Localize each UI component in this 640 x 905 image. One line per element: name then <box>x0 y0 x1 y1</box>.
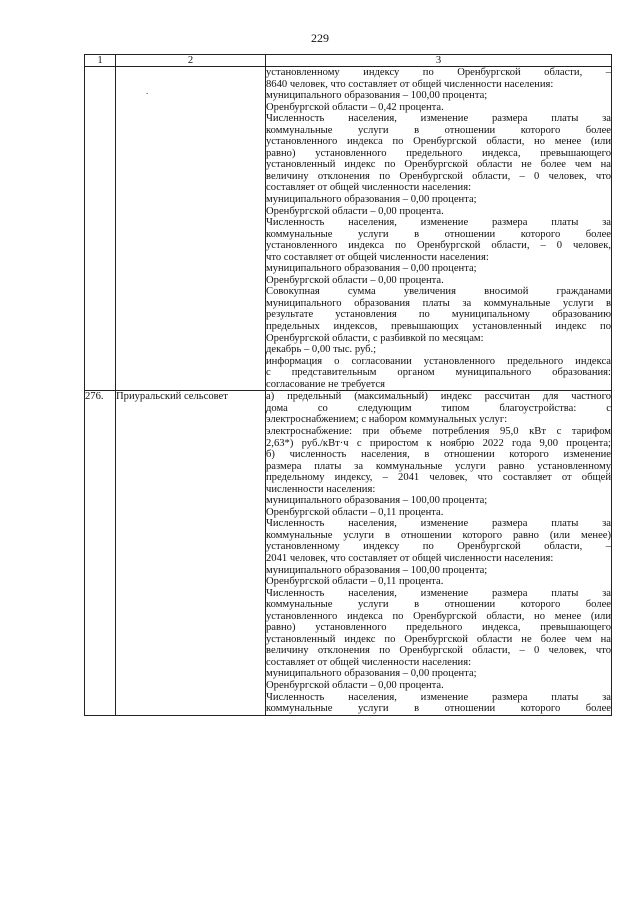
header-cell-1: 1 <box>85 55 116 67</box>
text-line: муниципального образования – 100,00 процента; <box>266 495 488 507</box>
text-line: декабрь – 0,00 тыс. руб.; <box>266 344 377 356</box>
text-line: муниципального образования – 0,00 процента; <box>266 668 477 680</box>
table-row <box>85 67 612 391</box>
text-line: Численность населения, изменение размера платы за <box>266 518 611 530</box>
text-line: Численность населения, изменение размера платы за <box>266 217 611 229</box>
text-line: Численность населения, изменение размера платы за <box>266 691 611 703</box>
text-line: Оренбургской области – 0,00 процента. <box>266 205 444 217</box>
row-number: 276. <box>85 391 116 715</box>
text-line: муниципального образования – 100,00 процента; <box>266 90 488 102</box>
text-line: установленного индекса по Оренбургской области, но менее (или <box>266 136 611 148</box>
text-line: Численность населения, изменение размера платы за <box>266 113 611 125</box>
text-line: численности населения: <box>266 483 376 495</box>
text-line: равно) установленного предельного индекса, превышающего <box>266 147 611 159</box>
stray-mark: . <box>146 86 149 96</box>
text-line: Оренбургской области – 0,11 процента. <box>266 506 444 518</box>
row-description <box>266 391 612 715</box>
text-line: установленному индексу по Оренбургской области, – <box>266 541 611 553</box>
text-line: 2041 человек, что составляет от общей численности населения: <box>266 552 554 564</box>
row-description <box>266 67 612 391</box>
text-line: величину отклонения по Оренбургской области, – 0 человек, что <box>266 645 611 657</box>
municipality-name: Приуральский сельсовет <box>116 391 266 715</box>
text-line: а) предельный (максимальный) индекс рассчитан для частного <box>266 391 611 403</box>
text-line: Оренбургской области – 0,42 процента. <box>266 101 444 113</box>
text-line: установленному индексу по Оренбургской области, – <box>266 67 611 78</box>
text-line: составляет от общей численности населения: <box>266 656 472 668</box>
text-line: 2,63*) руб./кВт·ч с приростом к ноябрю 2022 года 9,00 процента; <box>266 437 611 449</box>
text-line: Оренбургской области – 0,11 процента. <box>266 576 444 588</box>
text-line: дома со следующим типом благоустройства: с <box>266 402 611 414</box>
text-line: Оренбургской области – 0,00 процента. <box>266 679 444 691</box>
text-line: электроснабжением; с набором коммунальных услуг: <box>266 414 508 426</box>
text-line: информация о согласовании установленного предельного индекса <box>266 355 611 367</box>
header-cell-2: 2 <box>116 55 266 67</box>
text-line: Совокупная сумма увеличения вносимой гражданами <box>266 286 611 298</box>
text-line: что составляет от общей численности населения: <box>266 251 489 263</box>
text-line: равно) установленного предельного индекса, превышающего <box>266 622 611 634</box>
row-number <box>85 67 116 391</box>
text-line: коммунальные услуги в отношении которого более <box>266 124 611 136</box>
text-line: муниципального образования – 0,00 процента; <box>266 194 477 206</box>
table-row <box>85 391 612 715</box>
text-line: электроснабжение: при объеме потребления 95,0 кВт с тарифом <box>266 425 611 437</box>
text-line: установленного индекса по Оренбургской области, – 0 человек, <box>266 240 611 252</box>
text-line: Оренбургской области, с разбивкой по месяцам: <box>266 332 484 344</box>
text-line: согласование не требуется <box>266 378 386 390</box>
text-line: 8640 человек, что составляет от общей численности населения: <box>266 78 554 90</box>
text-line: установленный индекс по Оренбургской области не более чем на <box>266 633 611 645</box>
table-header-row <box>85 55 612 67</box>
text-line: б) численность населения, в отношении которого изменение <box>266 449 611 461</box>
text-line: величину отклонения по Оренбургской области, – 0 человек, что <box>266 170 611 182</box>
text-line: составляет от общей численности населения: <box>266 182 472 194</box>
text-line: Оренбургской области – 0,00 процента. <box>266 274 444 286</box>
text-line: установленного индекса по Оренбургской области, но менее (или <box>266 610 611 622</box>
text-line: коммунальные услуги в отношении которого более <box>266 599 611 611</box>
text-line: муниципального образования – 0,00 процента; <box>266 263 477 275</box>
text-line: Численность населения, изменение размера платы за <box>266 587 611 599</box>
text-line: предельному индексу, – 2041 человек, что составляет от общей <box>266 472 611 484</box>
municipality-name <box>116 67 266 391</box>
text-line: коммунальные услуги в отношении которого более <box>266 228 611 240</box>
text-line: предельных индексов, превышающих установленный индекс по <box>266 321 611 333</box>
text-line: коммунальные услуги в отношении которого равно (или менее) <box>266 529 611 541</box>
text-line: с представительным органом муниципального образования: <box>266 367 611 379</box>
header-cell-3: 3 <box>266 55 612 67</box>
indices-table <box>84 54 612 716</box>
text-line: муниципального образования платы за коммунальные услуги в <box>266 297 611 309</box>
text-line: муниципального образования – 100,00 процента; <box>266 564 488 576</box>
text-line: коммунальные услуги в отношении которого более <box>266 703 611 715</box>
text-line: установленный индекс по Оренбургской области не более чем на <box>266 159 611 171</box>
text-line: размера платы за коммунальные услуги равно установленному <box>266 460 611 472</box>
text-line: результате установления по муниципальному образованию <box>266 309 611 321</box>
page-number: 229 <box>311 31 329 45</box>
